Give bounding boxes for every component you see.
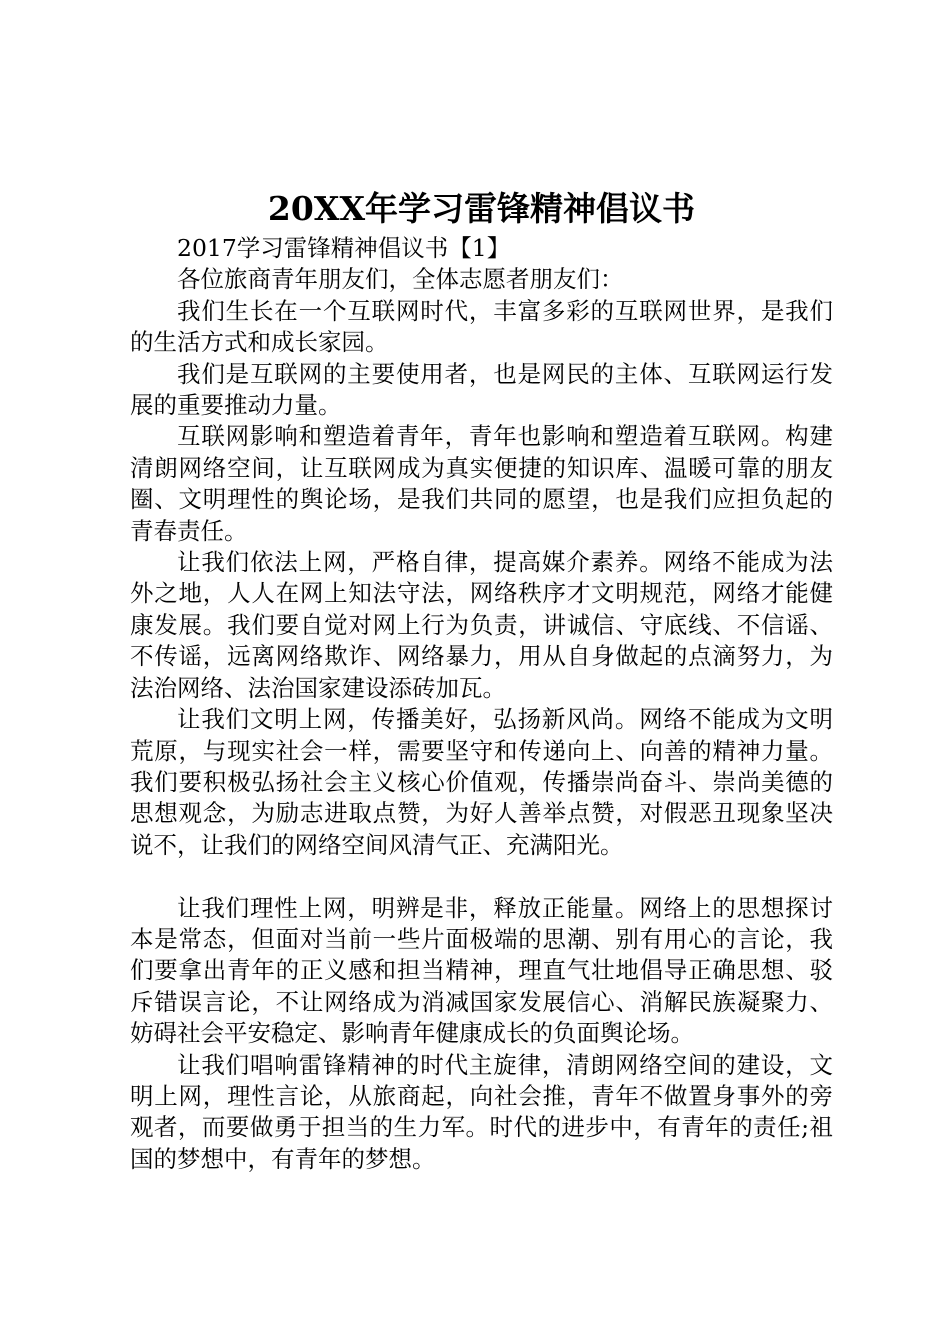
paragraph: 互联网影响和塑造着青年，青年也影响和塑造着互联网。构建清朗网络空间，让互联网成为真实便捷的知识库、温暖可靠的朋友圈、文明理性的舆论场，是我们共同的愿望，也是我们应担负起的青春责任。 bbox=[130, 422, 833, 545]
paragraph: 让我们理性上网，明辨是非，释放正能量。网络上的思想探讨本是常态，但面对当前一些片面极端的思潮、别有用心的言论，我们要拿出青年的正义感和担当精神，理直气壮地倡导正确思想、驳斥错误言论，不让网络成为消减国家发展信心、消解民族凝聚力、妨碍社会平安稳定、影响青年健康成长的负面舆论场。 bbox=[130, 893, 833, 1048]
document-page bbox=[130, 185, 833, 1175]
paragraph-gap bbox=[130, 861, 833, 892]
document-title: 20XX年学习雷锋精神倡议书 bbox=[267, 189, 696, 228]
paragraph: 让我们文明上网，传播美好，弘扬新风尚。网络不能成为文明荒原，与现实社会一样，需要坚守和传递向上、向善的精神力量。我们要积极弘扬社会主义核心价值观，传播崇尚奋斗、崇尚美德的思想观念，为励志进取点赞，为好人善举点赞，对假恶丑现象坚决说不，让我们的网络空间风清气正、充满阳光。 bbox=[130, 705, 833, 859]
paragraph: 让我们唱响雷锋精神的时代主旋律，清朗网络空间的建设，文明上网，理性言论，从旅商起，向社会推，青年不做置身事外的旁观者，而要做勇于担当的生力军。时代的进步中，有青年的责任;祖国的梦想中，有青年的梦想。 bbox=[130, 1050, 833, 1173]
paragraph: 我们是互联网的主要使用者，也是网民的主体、互联网运行发展的重要推动力量。 bbox=[130, 359, 833, 420]
paragraph: 我们生长在一个互联网时代，丰富多彩的互联网世界，是我们的生活方式和成长家园。 bbox=[130, 296, 833, 357]
paragraph: 让我们依法上网，严格自律，提高媒介素养。网络不能成为法外之地，人人在网上知法守法，网络秩序才文明规范，网络才能健康发展。我们要自觉对网上行为负责，讲诚信、守底线、不信谣、不传谣，远离网络欺诈、网络暴力，用从自身做起的点滴努力，为法治网络、法治国家建设添砖加瓦。 bbox=[130, 548, 833, 702]
document-subtitle: 2017学习雷锋精神倡议书【1】 bbox=[177, 234, 511, 262]
greeting: 各位旅商青年朋友们，全体志愿者朋友们： bbox=[177, 265, 624, 294]
